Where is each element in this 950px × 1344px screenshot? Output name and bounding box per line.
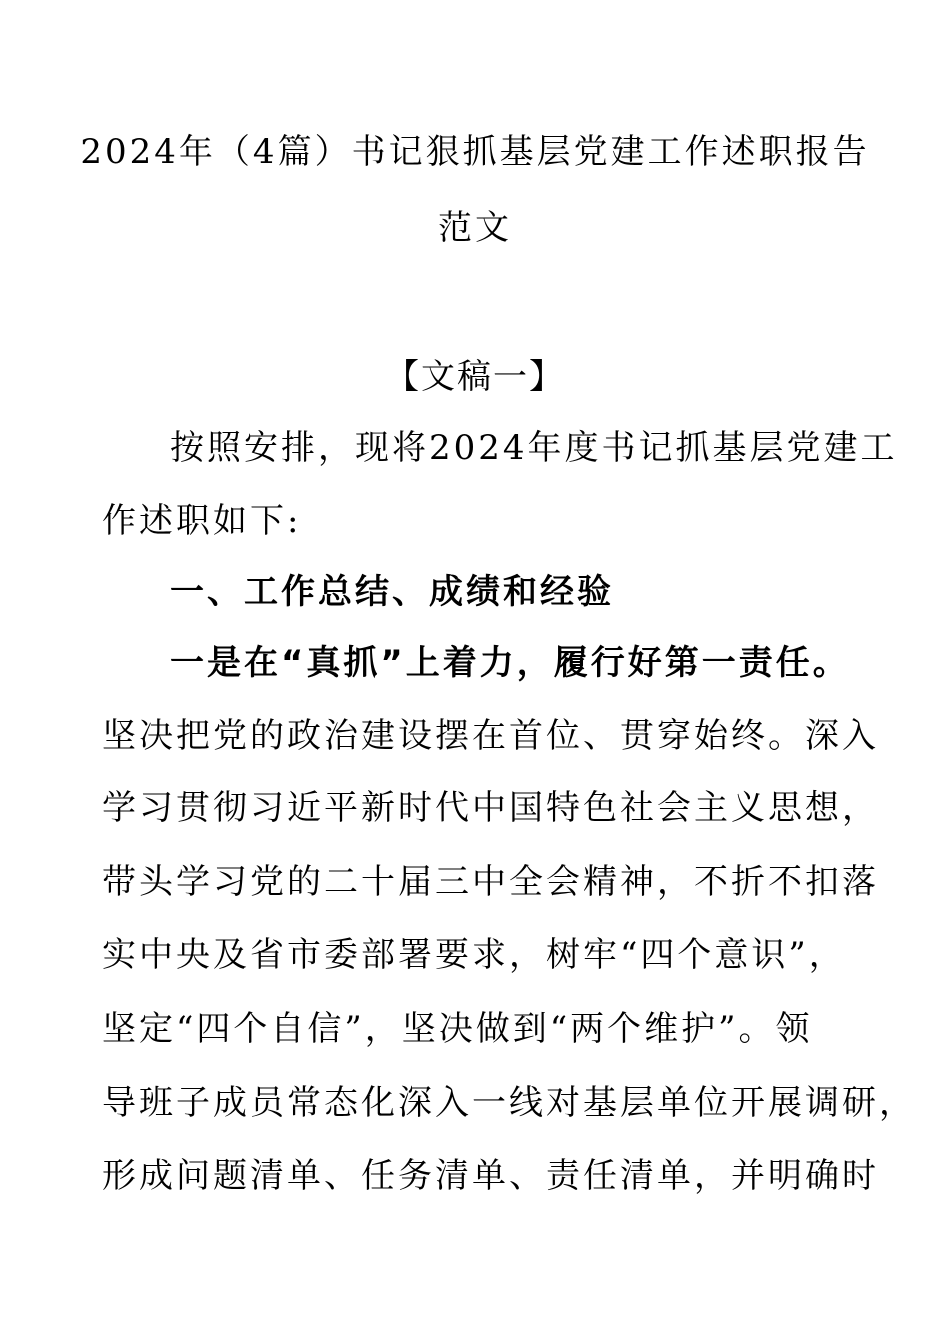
section-marker: 【文稿一】 bbox=[385, 357, 565, 397]
intro-line-2: 作述职如下: bbox=[102, 501, 302, 541]
heading-1: 一、工作总结、成绩和经验 bbox=[170, 572, 614, 612]
paragraph-line: 坚决把党的政治建设摆在首位、贯穿始终。深入 bbox=[102, 716, 879, 756]
paragraph-line: 带头学习党的二十届三中全会精神，不折不扣落 bbox=[102, 862, 879, 902]
subheading-1: 一是在“真抓”上着力，履行好第一责任。 bbox=[170, 643, 850, 683]
intro-line-1: 按照安排，现将2024年度书记抓基层党建工 bbox=[170, 428, 898, 468]
document-title-line-1: 2024年（4篇）书记狠抓基层党建工作述职报告 bbox=[80, 132, 870, 172]
paragraph-line: 形成问题清单、任务清单、责任清单，并明确时 bbox=[102, 1156, 879, 1196]
paragraph-line: 坚定“四个自信”，坚决做到“两个维护”。领 bbox=[102, 1009, 813, 1049]
document-title-line-2: 范文 bbox=[438, 208, 512, 248]
paragraph-line: 导班子成员常态化深入一线对基层单位开展调研， bbox=[102, 1083, 916, 1123]
paragraph-line: 学习贯彻习近平新时代中国特色社会主义思想， bbox=[102, 788, 879, 828]
paragraph-line: 实中央及省市委部署要求，树牢“四个意识”， bbox=[102, 935, 846, 975]
